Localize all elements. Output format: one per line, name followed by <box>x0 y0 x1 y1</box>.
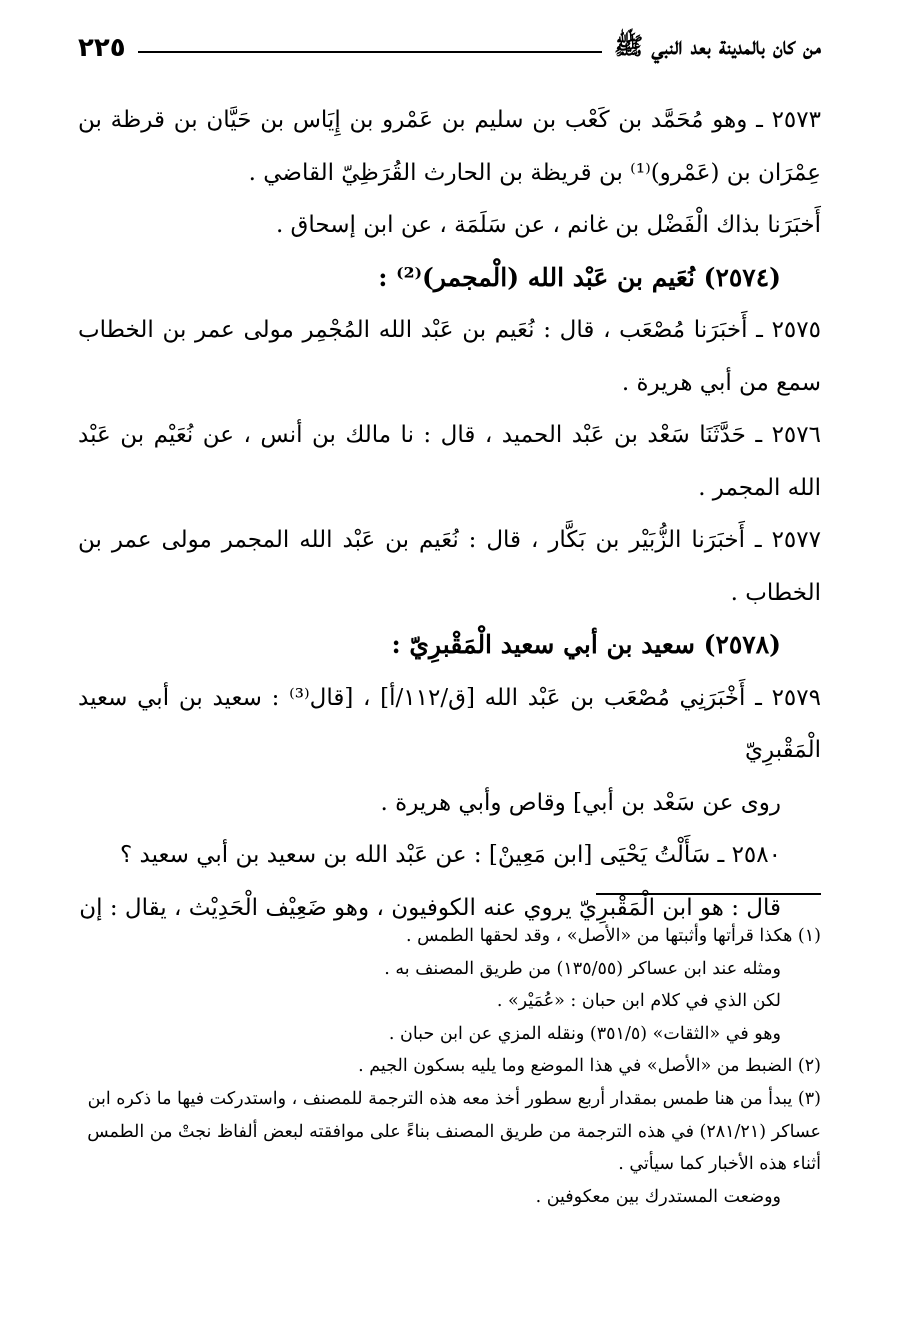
footnotes <box>78 920 821 1213</box>
header-rule <box>138 51 602 53</box>
entry-2580: ٢٥٨٠ ـ سَأَلْتُ يَحْيَى [ابن مَعِينْ] : عن عَبْد الله بن سعيد بن أبي سعيد ؟ <box>120 842 781 868</box>
footnote-2: (٢) الضبط من «الأصل» في هذا الموضع وما يليه بسكون الجيم . <box>358 1056 821 1077</box>
entry-2580-cont: قال : هو ابن الْمَقْبرِيّ يروي عنه الكوفيون ، وهو ضَعِيْف الْحَدِيْث ، يقال : إن <box>79 894 781 921</box>
main-text <box>78 94 821 934</box>
entry-2575: ٢٥٧٥ ـ أَخبَرَنا مُصْعَب ، قال : نُعَيم بن عَبْد الله المُجْمِر مولى عمر بن الخطاب سمع من أبي هريرة . <box>78 317 821 396</box>
entry-2576: ٢٥٧٦ ـ حَدَّثَنَا سَعْد بن عَبْد الحميد ، قال : نا مالك بن أنس ، عن نُعَيْم بن عَبْد الله المجمر . <box>78 422 821 501</box>
footnote-3: (٣) يبدأ من هنا طمس بمقدار أربع سطور أخذ معه هذه الترجمة للمصنف ، واستدركت فيها ما ذكره ابن عساكر (٢٨١/٢١) في هذه الترجمة من طريق المصنف بناءً على موافقته لبعض ألفاظ نجتْ من الطمس أثناء هذه الأخبار كما سيأتي . <box>87 1088 821 1175</box>
page-number: ٢٢٥ <box>78 33 126 63</box>
heading-2578: (٢٥٧٨) سعيد بن أبي سعيد الْمَقْبرِيّ : <box>391 630 781 659</box>
entry-2577: ٢٥٧٧ ـ أَخبَرَنا الزُّبَيْر بن بَكَّار ، قال : نُعَيم بن عَبْد الله المجمر مولى عمر بن الخطاب . <box>78 527 821 606</box>
footnote-3-line-2: ووضعت المستدرك بين معكوفين . <box>535 1186 781 1207</box>
entry-2573-chain: أَخبَرَنا بذاك الْفَضْل بن غانم ، عن سَلَمَة ، عن ابن إسحاق . <box>275 212 821 238</box>
entry-2579: ٢٥٧٩ ـ أَخْبَرَنِي مُصْعَب بن عَبْد الله [ق/١١٢/أ] ، [قال⁽³⁾ : سعيد بن أبي سعيد الْمَقْبرِيّ <box>78 684 821 763</box>
running-title: من كان بالمدينة بعد النبي ﷺ <box>614 30 821 60</box>
footnote-1-line-3: لكن الذي في كلام ابن حبان : «عُمَيْر» . <box>496 991 781 1012</box>
footnote-separator <box>596 893 821 895</box>
entry-2573: ٢٥٧٣ ـ وهو مُحَمَّد بن كَعْب بن سليم بن عَمْرو بن إِيَاس بن حَيَّان بن قرظة بن عِمْرَان بن (عَمْرو)⁽¹⁾ بن قريظة بن الحارث القُرَظِيّ القاضي . <box>78 107 821 186</box>
footnote-1-line-2: ومثله عند ابن عساكر (١٣٥/٥٥) من طريق المصنف به . <box>384 958 781 979</box>
footnote-1-line-4: وهو في «الثقات» (٣٥١/٥) ونقله المزي عن ابن حبان . <box>388 1023 781 1044</box>
entry-2579-cont: روى عن سَعْد بن أبي] وقاص وأبي هريرة . <box>380 789 781 816</box>
footnote-1: (١) هكذا قرأتها وأثبتها من «الأصل» ، وقد لحقها الطمس . <box>405 926 821 946</box>
page-header <box>78 28 821 68</box>
heading-2574: (٢٥٧٤) نُعَيم بن عَبْد الله (الْمجمر)⁽²⁾ : <box>378 262 781 292</box>
